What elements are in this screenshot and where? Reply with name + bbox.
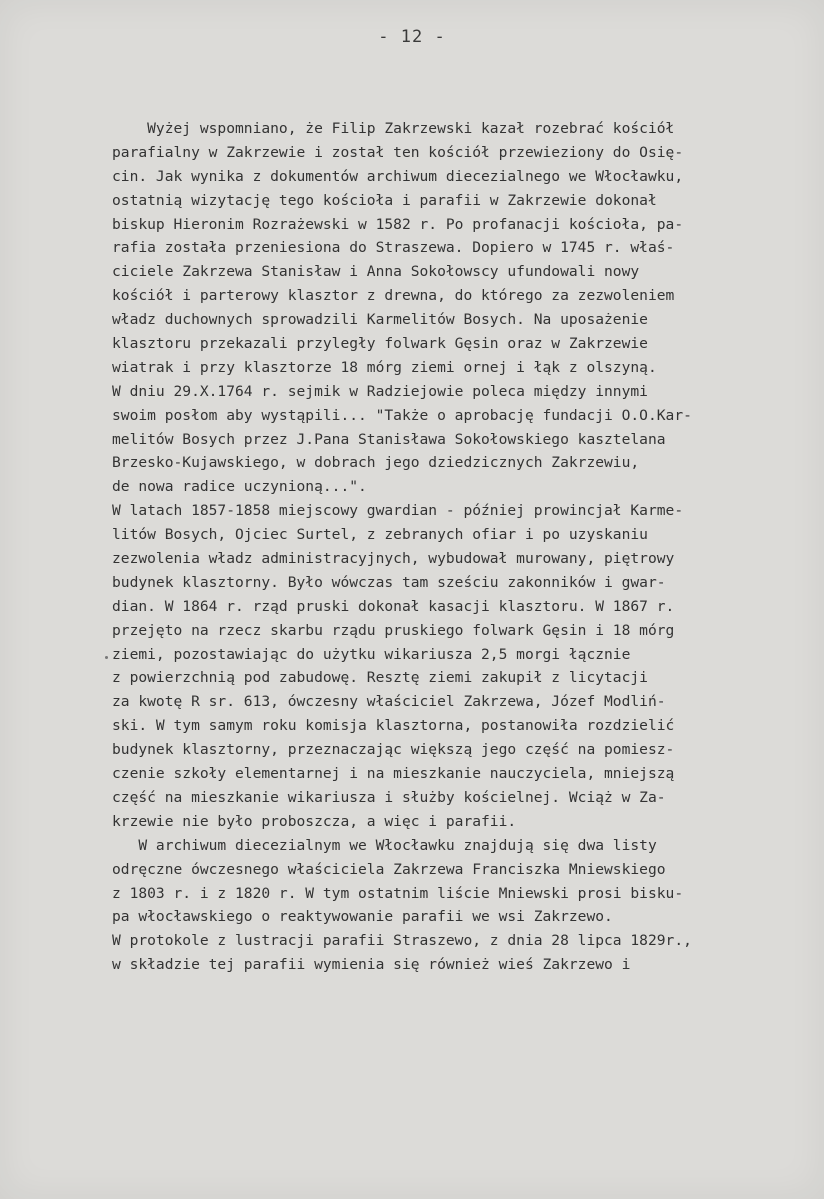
text-line: odręczne ówczesnego właściciela Zakrzewa Franciszka Mniewskiego <box>112 860 666 878</box>
text-line: ciciele Zakrzewa Stanisław i Anna Sokołowscy ufundowali nowy <box>112 263 640 281</box>
text-line: rafia została przeniesiona do Straszewa. Dopiero w 1745 r. właś- <box>112 239 675 257</box>
text-line: W latach 1857-1858 miejscowy gwardian - później prowincjał Karme- <box>112 502 684 520</box>
page-number: - 12 - <box>378 27 446 47</box>
text-line: swoim posłom aby wystąpili... "Także o aprobację fundacji O.O.Kar- <box>112 406 692 424</box>
text-line: litów Bosych, Ojciec Surtel, z zebranych ofiar i po uzyskaniu <box>112 526 648 544</box>
text-line: za kwotę R sr. 613, ówczesny właściciel Zakrzewa, Józef Modliń- <box>112 693 666 711</box>
text-line: przejęto na rzecz skarbu rządu pruskiego folwark Gęsin i 18 mórg <box>112 621 675 639</box>
text-line: krzewie nie było proboszcza, a więc i parafii. <box>112 812 517 830</box>
text-line: W archiwum diecezialnym we Włocławku znajdują się dwa listy <box>112 836 657 854</box>
text-line: de nowa radice uczynioną...". <box>112 478 367 496</box>
text-line: kościół i parterowy klasztor z drewna, do którego za zezwoleniem <box>112 287 675 305</box>
text-line: ski. W tym samym roku komisja klasztorna, postanowiła rozdzielić <box>112 717 675 735</box>
text-line: Brzesko-Kujawskiego, w dobrach jego dziedzicznych Zakrzewiu, <box>112 454 640 472</box>
text-line: cin. Jak wynika z dokumentów archiwum diecezialnego we Włocławku, <box>112 167 684 185</box>
text-line: pa włocławskiego o reaktywowanie parafii we wsi Zakrzewo. <box>112 908 613 926</box>
margin-dot <box>105 656 108 659</box>
text-line: W dniu 29.X.1764 r. sejmik w Radziejowie poleca między innymi <box>112 382 648 400</box>
text-line: z powierzchnią pod zabudowę. Resztę ziemi zakupił z licytacji <box>112 669 648 687</box>
text-line: Wyżej wspomniano, że Filip Zakrzewski kazał rozebrać kościół <box>112 120 675 137</box>
body-text <box>112 117 812 977</box>
text-line: budynek klasztorny, przeznaczając większą jego część na pomiesz- <box>112 741 675 759</box>
text-line: klasztoru przekazali przyległy folwark Gęsin oraz w Zakrzewie <box>112 335 648 353</box>
text-line: czenie szkoły elementarnej i na mieszkanie nauczyciela, mniejszą <box>112 765 675 783</box>
text-line: część na mieszkanie wikariusza i służby kościelnej. Wciąż w Za- <box>112 788 666 806</box>
text-line: biskup Hieronim Rozrażewski w 1582 r. Po profanacji kościoła, pa- <box>112 215 684 233</box>
text-line: władz duchownych sprowadzili Karmelitów Bosych. Na uposażenie <box>112 311 648 329</box>
text-line: ziemi, pozostawiając do użytku wikariusza 2,5 morgi łącznie <box>112 645 631 663</box>
text-line: W protokole z lustracji parafii Straszewo, z dnia 28 lipca 1829r., <box>112 932 692 950</box>
text-line: parafialny w Zakrzewie i został ten kościół przewieziony do Osię- <box>112 143 684 161</box>
text-line: melitów Bosych przez J.Pana Stanisława Sokołowskiego kasztelana <box>112 430 666 448</box>
text-line: dian. W 1864 r. rząd pruski dokonał kasacji klasztoru. W 1867 r. <box>112 597 675 615</box>
text-line: zezwolenia władz administracyjnych, wybudował murowany, piętrowy <box>112 550 675 568</box>
text-line: z 1803 r. i z 1820 r. W tym ostatnim liście Mniewski prosi bisku- <box>112 884 684 902</box>
text-line: w składzie tej parafii wymienia się również wieś Zakrzewo i <box>112 956 631 974</box>
text-line: ostatnią wizytację tego kościoła i parafii w Zakrzewie dokonał <box>112 191 657 209</box>
text-line: wiatrak i przy klasztorze 18 mórg ziemi ornej i łąk z olszyną. <box>112 358 657 376</box>
text-line: budynek klasztorny. Było wówczas tam sześciu zakonników i gwar- <box>112 573 666 591</box>
